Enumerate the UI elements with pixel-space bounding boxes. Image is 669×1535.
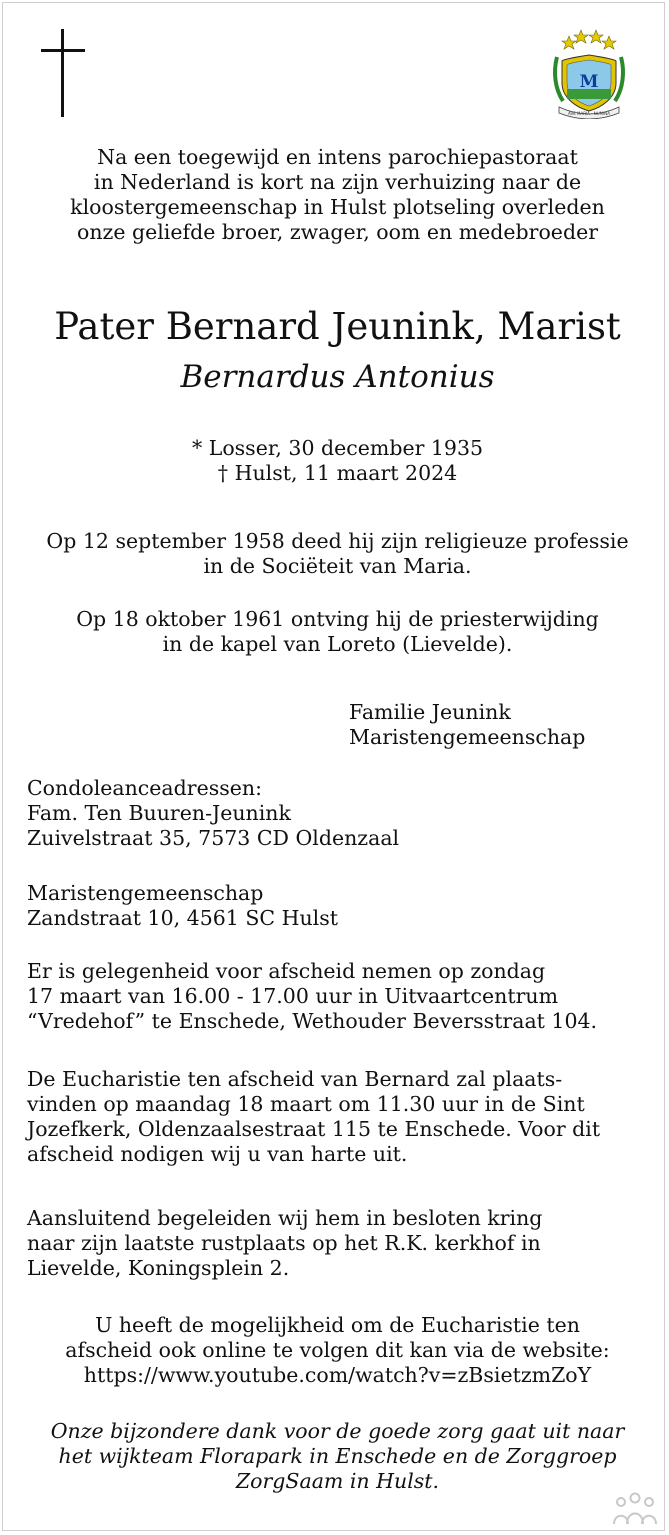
cross-icon <box>41 29 85 117</box>
life-dates <box>3 436 669 486</box>
thanks-text: Onze bijzondere dank voor de goede zorg gaat uit naar het wijkteam Florapark in Enschede en de Zorggroep ZorgSaam in Hulst. <box>50 1419 625 1493</box>
condolence-address-2: Maristengemeenschap Zandstraat 10, 4561 SC Hulst <box>27 881 338 930</box>
online-text: U heeft de mogelijkheid om de Eucharistie ten afscheid ook online te volgen dit kan via de website: https://www.youtube.com/watch?v=zBsietzmZoY <box>3 1313 669 1388</box>
intro-text: Na een toegewijd en intens parochiepastoraat in Nederland is kort na zijn verhuizing naar de kloostergemeenschap in Hulst plotseling overleden onze geliefde broer, zwager, oom en medebroeder <box>70 145 605 244</box>
burial-text: Aansluitend begeleiden wij hem in besloten kring naar zijn laatste rustplaats op het R.K. kerkhof in Lievelde, Koningsplein 2. <box>27 1206 543 1280</box>
people-group-icon <box>611 1491 659 1527</box>
condolence-addresses: Condoleanceadressen: Fam. Ten Buuren-Jeunink Zuivelstraat 35, 7573 CD Oldenzaal <box>3 776 669 851</box>
svg-text:AVE MARIA · NUMINA: AVE MARIA · NUMINA <box>568 111 610 116</box>
profession-text: Op 12 september 1958 deed hij zijn religieuze professie in de Sociëteit van Maria. <box>46 529 629 578</box>
birth-date: * Losser, 30 december 1935 <box>191 436 484 460</box>
ordination-text: Op 18 oktober 1961 ontving hij de priesterwijding in de kapel van Loreto (Lievelde). <box>76 607 599 656</box>
marist-crest-icon <box>549 27 629 119</box>
deceased-given-names: Bernardus Antonius <box>180 359 495 395</box>
farewell-text: Er is gelegenheid voor afscheid nemen op zondag 17 maart van 16.00 - 17.00 uur in Uitvaartcentrum “Vredehof” te Enschede, Wethouder Beversstraat 104. <box>27 959 598 1033</box>
eucharist-text: De Eucharistie ten afscheid van Bernard zal plaats- vinden op maandag 18 maart om 11.30 uur in de Sint Jozefkerk, Oldenzaalsestraat 115 te Enschede. Voor dit afscheid nodigen wij u van harte uit. <box>27 1067 601 1166</box>
notice-frame <box>2 2 665 1531</box>
death-date: † Hulst, 11 maart 2024 <box>217 461 458 485</box>
deceased-name: Pater Bernard Jeunink, Marist <box>54 305 621 348</box>
svg-text:M: M <box>579 72 599 92</box>
signatories: Familie Jeunink Maristengemeenschap <box>349 700 586 749</box>
youtube-link[interactable]: https://www.youtube.com/watch?v=zBsietzmZoY <box>83 1363 592 1387</box>
condolence-heading: Condoleanceadressen: <box>27 776 262 800</box>
